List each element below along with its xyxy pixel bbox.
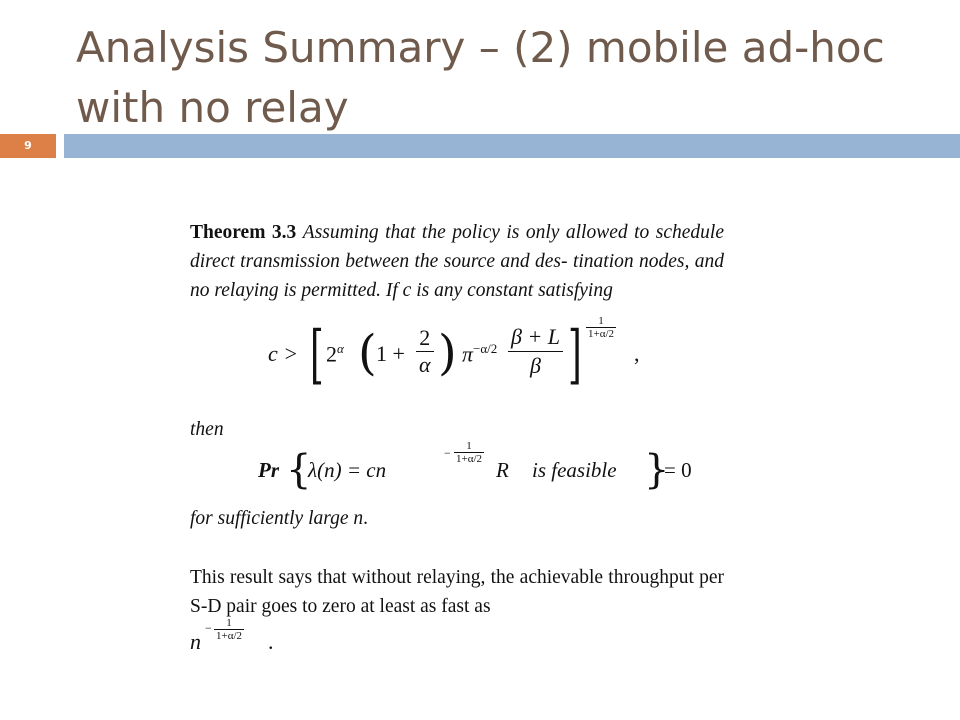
one-plus: 1 + — [376, 341, 405, 366]
prob-exp-num: 1 — [454, 440, 484, 453]
remark-line-2: throughput per S-D pair goes to zero at least as fast as — [190, 567, 724, 617]
eq-minus: − — [444, 446, 451, 460]
remark-exp-num: 1 — [214, 617, 244, 630]
remark-base: n — [190, 629, 201, 654]
eq-base: 2 — [326, 341, 337, 367]
for-line-var: n — [353, 508, 364, 529]
outer-exponent — [586, 315, 616, 340]
remark-exp-den: 1+α/2 — [216, 630, 243, 642]
eq-pi: π — [462, 341, 474, 367]
eq-r: R — [496, 458, 509, 482]
left-paren: ( — [358, 325, 377, 381]
theorem-line-1: Assuming that the policy is only allowed to — [302, 222, 650, 243]
eq-lhs: c > — [268, 341, 299, 366]
eq-lambda — [308, 458, 386, 483]
right-paren: ) — [438, 325, 457, 381]
eq-feasible: is feasible — [532, 458, 617, 482]
for-line-text: for sufficiently large — [190, 508, 349, 529]
outer-exp-num: 1 — [586, 315, 616, 328]
frac-2-alpha-num: 2 — [416, 325, 434, 352]
for-line — [190, 504, 724, 533]
prob-exponent — [454, 440, 484, 465]
theorem-image — [190, 218, 724, 655]
theorem-line-2: schedule direct transmission between the source and des- — [190, 222, 724, 272]
remark-exp-minus: − — [205, 621, 212, 635]
frac-beta-num: β + L — [508, 323, 563, 352]
eq-rhs: = 0 — [664, 458, 692, 482]
eq-base-exp: α — [337, 341, 344, 356]
remark-period: . — [268, 629, 274, 654]
frac-2-alpha-den: α — [419, 352, 431, 377]
outer-exp-den: 1+α/2 — [588, 328, 615, 340]
title-underline-bar — [64, 134, 960, 158]
for-line-period: . — [363, 508, 369, 529]
left-bracket: [ — [310, 318, 324, 392]
theorem-line-3b: is any — [416, 280, 463, 301]
slide-title: Analysis Summary – (2) mobile ad-hoc with no relay — [76, 23, 885, 132]
right-bracket: ] — [568, 318, 582, 392]
theorem-statement — [190, 218, 724, 305]
frac-beta-den: β — [530, 353, 541, 378]
remark-exponent — [214, 617, 244, 642]
frac-2-alpha — [416, 325, 434, 378]
left-brace: { — [286, 447, 312, 493]
remark-line-1: This result says that without relaying, the achievable — [190, 567, 604, 588]
eq-pi-exp: −α/2 — [473, 341, 498, 356]
theorem-line-3a: tination nodes, and no relaying is permitted. If — [190, 251, 725, 301]
remark-formula — [190, 617, 724, 655]
theorem-label: Theorem 3.3 — [190, 222, 297, 243]
eq-lambda-text: λ(n) = cn — [308, 458, 387, 482]
frac-beta — [508, 323, 563, 380]
theorem-var-c: c — [402, 280, 412, 301]
probability-equation — [190, 440, 724, 500]
right-brace: } — [644, 447, 670, 493]
slide-number: 9 — [0, 134, 56, 158]
eq-pr: Pr — [258, 458, 279, 482]
prob-exp-den: 1+α/2 — [456, 453, 483, 465]
eq-comma: , — [634, 341, 640, 366]
condition-equation — [190, 315, 724, 415]
remark-paragraph — [190, 563, 724, 621]
then-word: then — [190, 419, 224, 440]
theorem-line-4: constant satisfying — [467, 280, 613, 301]
